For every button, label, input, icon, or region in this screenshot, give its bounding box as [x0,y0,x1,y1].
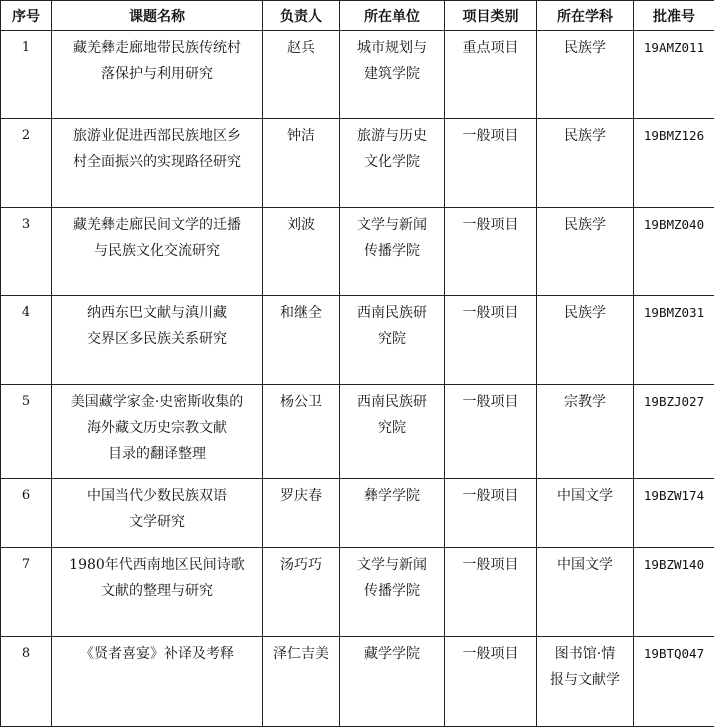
table-row [1,296,714,385]
header-type: 项目类别 [445,1,537,31]
cell-title-line: 文献的整理与研究 [52,578,262,604]
cell-subject-line: 民族学 [537,300,633,326]
cell-unit-line: 西南民族研 [340,300,444,326]
header-row [1,1,714,31]
cell-title [52,119,263,208]
cell-no: 7 [1,548,52,637]
cell-type: 重点项目 [445,31,537,119]
cell-title-line: 藏羌彝走廊地带民族传统村 [52,35,262,61]
cell-title-line: 1980年代西南地区民间诗歌 [52,552,262,578]
cell-subject [537,637,634,727]
cell-subject-line: 中国文学 [537,483,633,509]
cell-subject [537,548,634,637]
cell-unit-line: 文学与新闻 [340,552,444,578]
cell-unit-line: 究院 [340,415,444,441]
cell-leader: 泽仁吉美 [263,637,340,727]
cell-no: 5 [1,385,52,479]
cell-type: 一般项目 [445,479,537,548]
cell-code: 19BMZ031 [634,296,714,385]
cell-title-line: 与民族文化交流研究 [52,238,262,264]
cell-unit-line: 建筑学院 [340,61,444,87]
cell-title-line: 藏羌彝走廊民间文学的迁播 [52,212,262,238]
cell-unit [340,119,445,208]
table-row [1,637,714,727]
cell-unit-line: 彝学学院 [340,483,444,509]
cell-leader: 刘波 [263,208,340,296]
header-title: 课题名称 [52,1,263,31]
cell-title-line: 目录的翻译整理 [52,441,262,467]
table-row [1,548,714,637]
cell-title-line: 海外藏文历史宗教文献 [52,415,262,441]
table-row [1,385,714,479]
cell-no: 8 [1,637,52,727]
cell-type: 一般项目 [445,385,537,479]
cell-subject [537,479,634,548]
cell-type: 一般项目 [445,637,537,727]
cell-unit [340,479,445,548]
cell-leader: 汤巧巧 [263,548,340,637]
cell-subject [537,31,634,119]
cell-subject [537,296,634,385]
table-row [1,479,714,548]
cell-unit-line: 旅游与历史 [340,123,444,149]
cell-leader: 赵兵 [263,31,340,119]
cell-title-line: 中国当代少数民族双语 [52,483,262,509]
cell-code: 19AMZ011 [634,31,714,119]
cell-subject-line: 中国文学 [537,552,633,578]
cell-code: 19BZJ027 [634,385,714,479]
cell-title [52,385,263,479]
cell-unit-line: 文学与新闻 [340,212,444,238]
cell-unit-line: 西南民族研 [340,389,444,415]
cell-subject-line: 民族学 [537,123,633,149]
cell-unit-line: 文化学院 [340,149,444,175]
cell-unit [340,637,445,727]
cell-leader: 罗庆春 [263,479,340,548]
cell-title-line: 落保护与利用研究 [52,61,262,87]
cell-leader: 杨公卫 [263,385,340,479]
cell-title-line: 文学研究 [52,509,262,535]
cell-code: 19BZW140 [634,548,714,637]
cell-type: 一般项目 [445,296,537,385]
cell-unit-line: 传播学院 [340,238,444,264]
header-no: 序号 [1,1,52,31]
cell-subject-line: 民族学 [537,35,633,61]
cell-no: 2 [1,119,52,208]
header-subject: 所在学科 [537,1,634,31]
cell-no: 1 [1,31,52,119]
cell-unit-line: 究院 [340,326,444,352]
cell-no: 6 [1,479,52,548]
cell-title [52,208,263,296]
cell-subject-line: 民族学 [537,212,633,238]
cell-unit [340,296,445,385]
cell-type: 一般项目 [445,208,537,296]
cell-subject-line: 报与文献学 [537,667,633,693]
cell-title-line: 《贤者喜宴》补译及考释 [52,641,262,667]
cell-subject-line: 图书馆·情 [537,641,633,667]
cell-leader: 和继全 [263,296,340,385]
table-row [1,31,714,119]
cell-subject [537,385,634,479]
cell-unit [340,385,445,479]
cell-title-line: 交界区多民族关系研究 [52,326,262,352]
header-code: 批准号 [634,1,714,31]
cell-title [52,479,263,548]
cell-no: 4 [1,296,52,385]
cell-title [52,31,263,119]
cell-unit [340,208,445,296]
cell-title [52,548,263,637]
cell-subject [537,208,634,296]
cell-subject-line: 宗教学 [537,389,633,415]
cell-code: 19BMZ040 [634,208,714,296]
cell-unit-line: 传播学院 [340,578,444,604]
cell-subject [537,119,634,208]
header-leader: 负责人 [263,1,340,31]
cell-unit-line: 藏学学院 [340,641,444,667]
header-unit: 所在单位 [340,1,445,31]
cell-code: 19BTQ047 [634,637,714,727]
table-row [1,119,714,208]
table-row [1,208,714,296]
cell-type: 一般项目 [445,119,537,208]
cell-no: 3 [1,208,52,296]
cell-unit [340,548,445,637]
cell-title-line: 纳西东巴文献与滇川藏 [52,300,262,326]
cell-title [52,637,263,727]
cell-unit-line: 城市规划与 [340,35,444,61]
cell-unit [340,31,445,119]
cell-title-line: 美国藏学家金·史密斯收集的 [52,389,262,415]
cell-title-line: 旅游业促进西部民族地区乡 [52,123,262,149]
cell-leader: 钟洁 [263,119,340,208]
cell-code: 19BZW174 [634,479,714,548]
cell-type: 一般项目 [445,548,537,637]
cell-title [52,296,263,385]
cell-code: 19BMZ126 [634,119,714,208]
cell-title-line: 村全面振兴的实现路径研究 [52,149,262,175]
